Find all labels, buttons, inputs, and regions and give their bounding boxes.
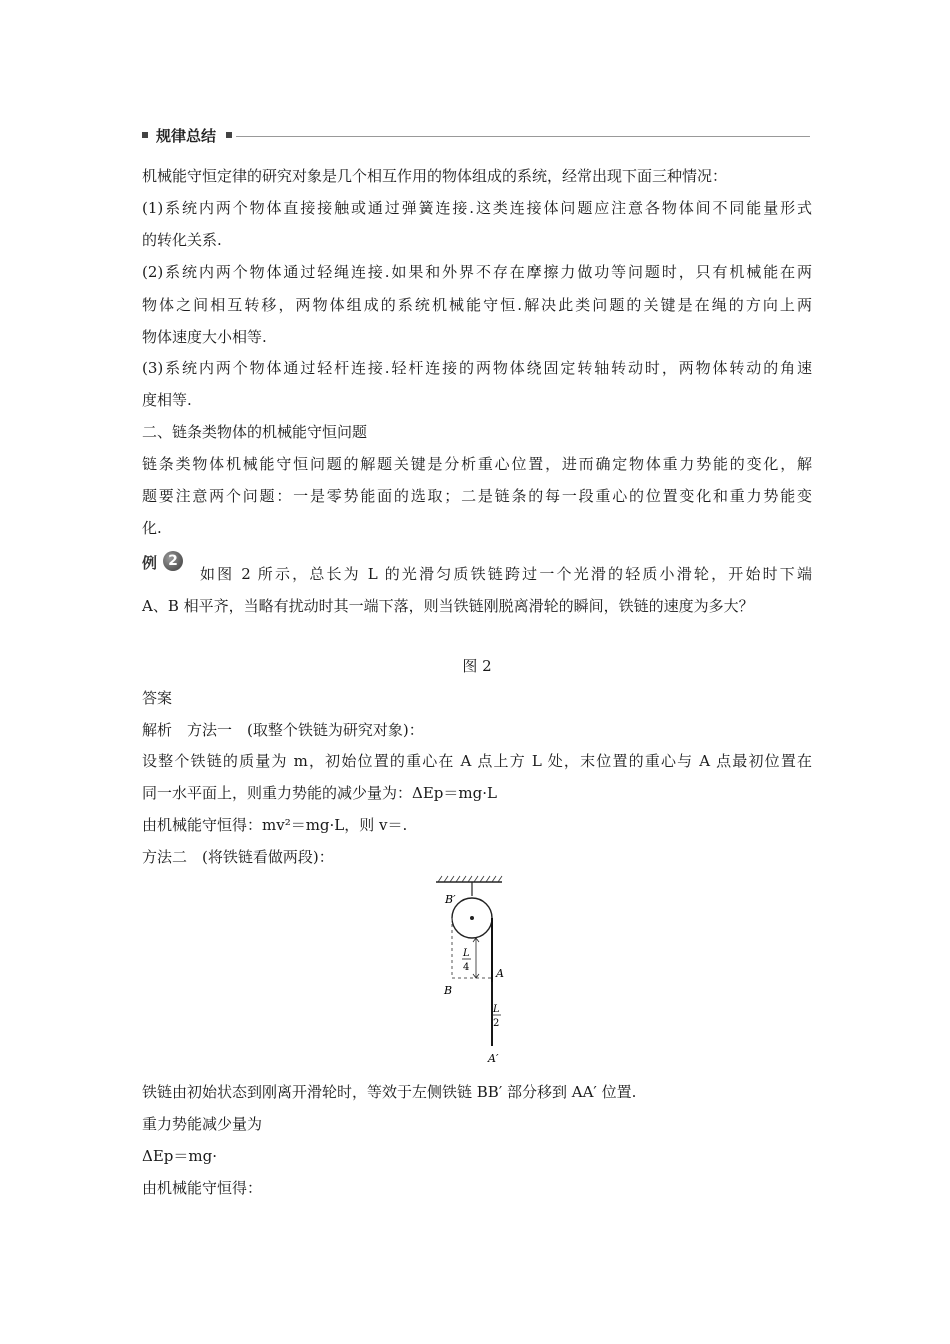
solution-line: 重力势能减少量为 [142, 1115, 263, 1133]
label-b: B [444, 984, 453, 997]
fraction-denominator: 2 [493, 1018, 500, 1029]
chain-pulley-diagram [430, 874, 540, 1070]
paragraph-line: (1)系统内两个物体直接接触或通过弹簧连接.这类连接体问题应注意各物体间不同能量形式 [142, 199, 812, 217]
section-heading: 二、链条类物体的机械能守恒问题 [142, 423, 368, 441]
section-header [142, 126, 810, 146]
label-a: A [496, 967, 504, 980]
fraction-denominator: 4 [463, 962, 470, 973]
solution-line: 解析 方法一 (取整个铁链为研究对象)： [142, 721, 424, 739]
figure-caption: 图 2 [462, 657, 492, 675]
paragraph-line: 的转化关系. [142, 231, 222, 249]
fraction-numerator: L [463, 948, 470, 959]
example-text: 如图 2 所示，总长为 L 的光滑匀质铁链跨过一个光滑的轻质小滑轮，开始时下端 [200, 565, 812, 583]
header-divider [236, 136, 810, 137]
paragraph-line: (3)系统内两个物体通过轻杆连接.轻杆连接的两物体绕固定转轴转动时，两物体转动的角速 [142, 359, 812, 377]
section-title: 规律总结 [156, 127, 217, 145]
paragraph-line: 机械能守恒定律的研究对象是几个相互作用的物体组成的系统，经常出现下面三种情况： [142, 167, 728, 185]
solution-line: 方法二 (将铁链看做两段)： [142, 848, 334, 866]
solution-line: 铁链由初始状态到刚离开滑轮时，等效于左侧铁链 BB′ 部分移到 AA′ 位置. [142, 1083, 637, 1101]
square-bullet-icon [142, 132, 148, 138]
paragraph-line: 化. [142, 519, 162, 537]
paragraph-line: (2)系统内两个物体通过轻绳连接.如果和外界不存在摩擦力做功等问题时，只有机械能在两 [142, 263, 812, 281]
example-label: 例 [142, 554, 158, 572]
pulley-axle [470, 916, 474, 920]
fraction-numerator: L [493, 1004, 500, 1015]
paragraph-line: 物体速度大小相等. [142, 328, 267, 346]
answer-label: 答案 [142, 689, 173, 707]
paragraph-line: 度相等. [142, 391, 192, 409]
solution-line: 同一水平面上，则重力势能的减少量为：ΔEp＝mg·L [142, 784, 497, 802]
example-text: A、B 相平齐，当略有扰动时其一端下落，则当铁链刚脱离滑轮的瞬间，铁链的速度为多大？ [142, 597, 754, 615]
solution-line: 由机械能守恒得：mv²＝mg·L，则 v＝. [142, 816, 408, 834]
paragraph-line: 物体之间相互转移，两物体组成的系统机械能守恒.解决此类问题的关键是在绳的方向上两 [142, 296, 812, 314]
example-number-badge: 2 [163, 551, 183, 571]
label-a-prime: A′ [488, 1052, 499, 1065]
solution-line: ΔEp＝mg· [142, 1147, 217, 1165]
paragraph-line: 题要注意两个问题：一是零势能面的选取；二是链条的每一段重心的位置变化和重力势能变 [142, 487, 812, 505]
paragraph-line: 链条类物体机械能守恒问题的解题关键是分析重心位置，进而确定物体重力势能的变化，解 [142, 455, 812, 473]
solution-line: 设整个铁链的质量为 m，初始位置的重心在 A 点上方 L 处，末位置的重心与 A 点最初位置在 [142, 752, 812, 770]
square-bullet-icon [226, 132, 232, 138]
label-b-prime: B′ [445, 893, 456, 906]
solution-line: 由机械能守恒得： [142, 1179, 263, 1197]
ceiling-hatch [438, 876, 502, 882]
